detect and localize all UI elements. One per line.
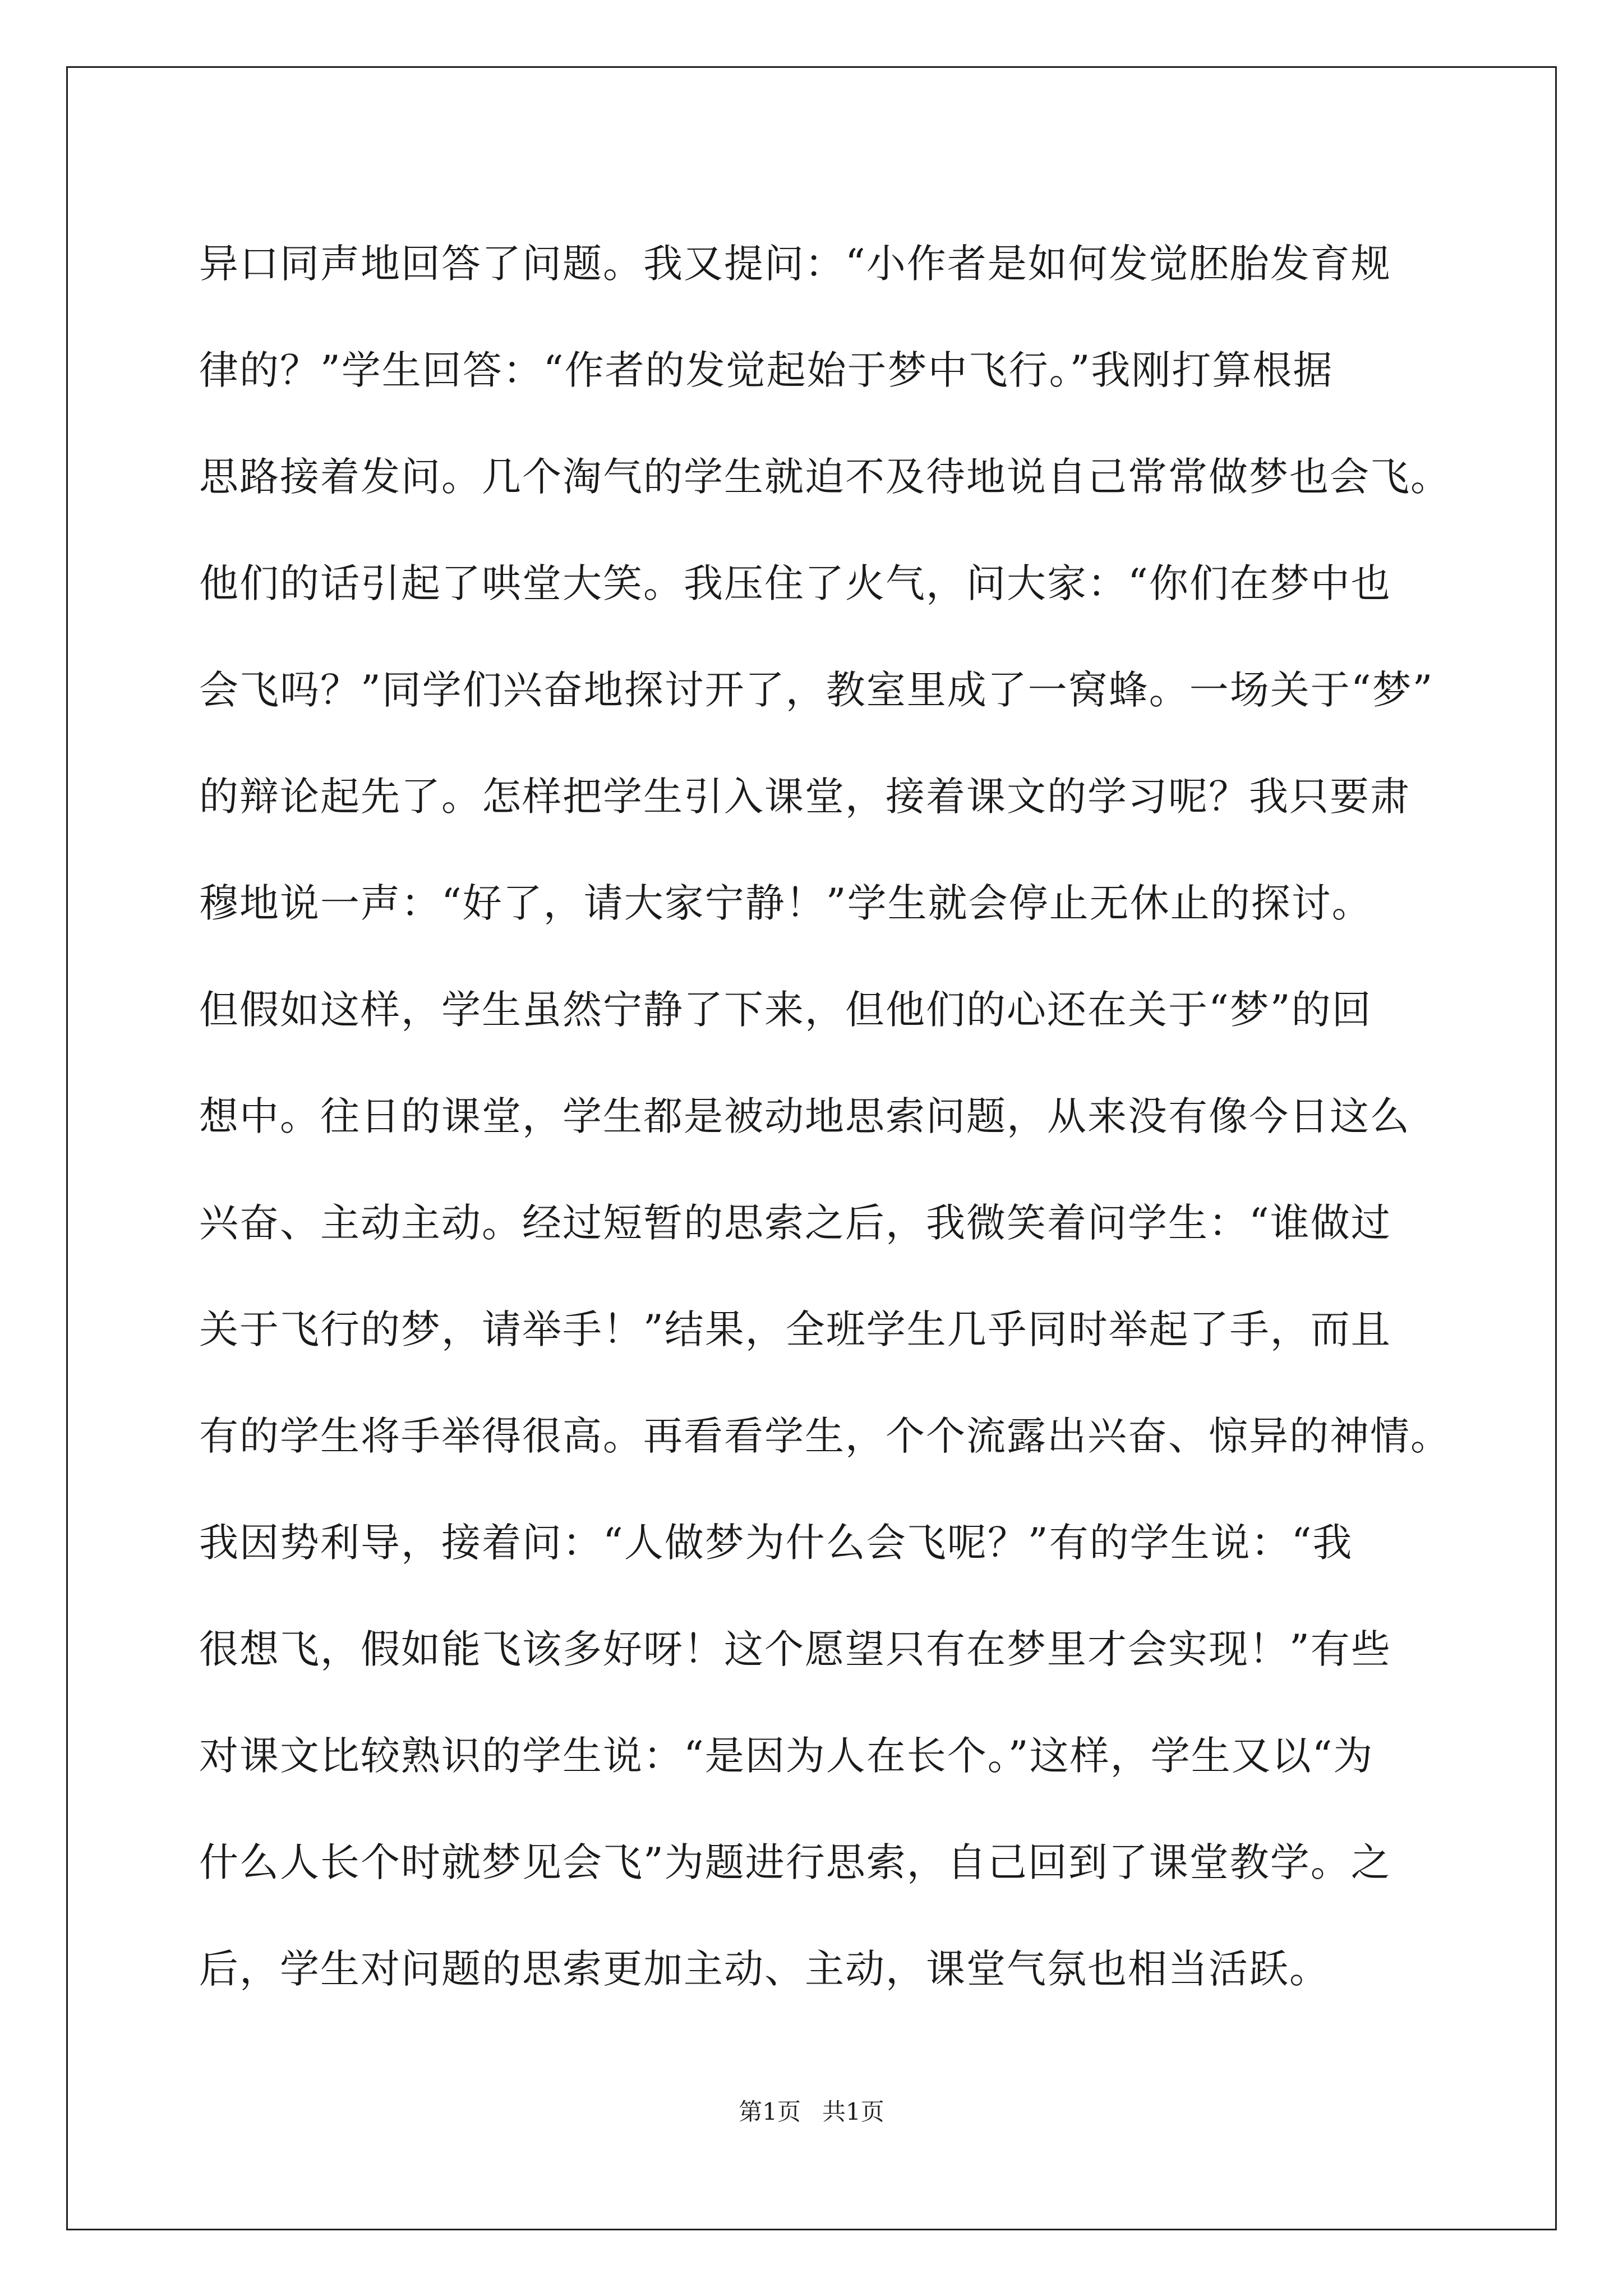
page-footer: [0, 2095, 1623, 2129]
text-line: 会飞吗？”同学们兴奋地探讨开了，教室里成了一窝蜂。一场关于“梦”: [199, 667, 1434, 713]
text-line: 我因势利导，接着问：“人做梦为什么会飞呢？”有的学生说：“我: [199, 1520, 1353, 1566]
text-line: 思路接着发问。几个淘气的学生就迫不及待地说自己常常做梦也会飞。: [199, 454, 1451, 500]
text-line: 对课文比较熟识的学生说：“是因为人在长个。”这样，学生又以“为: [199, 1733, 1374, 1779]
text-line: 关于飞行的梦，请举手！”结果，全班学生几乎同时举起了手，而且: [199, 1306, 1391, 1352]
text-line: 想中。往日的课堂，学生都是被动地思索问题，从来没有像今日这么: [199, 1093, 1410, 1139]
text-line: 后，学生对问题的思索更加主动、主动，课堂气氛也相当活跃。: [199, 1946, 1330, 1992]
text-line: 律的？”学生回答：“作者的发觉起始于梦中飞行。”我刚打算根据: [199, 347, 1334, 393]
document-body: [199, 210, 1451, 2022]
text-line: 的辩论起先了。怎样把学生引入课堂，接着课文的学习呢？我只要肃: [199, 774, 1410, 820]
text-line: 什么人长个时就梦见会飞”为题进行思索，自己回到了课堂教学。之: [199, 1839, 1391, 1885]
text-line: 很想飞，假如能飞该多好呀！这个愿望只有在梦里才会实现！”有些: [199, 1626, 1391, 1672]
text-line: 他们的话引起了哄堂大笑。我压住了火气，问大家：“你们在梦中也: [199, 560, 1391, 606]
text-line: 有的学生将手举得很高。再看看学生，个个流露出兴奋、惊异的神情。: [199, 1413, 1451, 1459]
text-line: 异口同声地回答了问题。我又提问：“小作者是如何发觉胚胎发育规: [199, 241, 1391, 287]
text-line: 兴奋、主动主动。经过短暂的思索之后，我微笑着问学生：“谁做过: [199, 1200, 1391, 1246]
page-number: 第1页: [739, 2098, 801, 2125]
text-line: 但假如这样，学生虽然宁静了下来，但他们的心还在关于“梦”的回: [199, 987, 1372, 1033]
page-total: 共1页: [822, 2098, 884, 2125]
text-line: 穆地说一声：“好了，请大家宁静！”学生就会停止无休止的探讨。: [199, 880, 1372, 926]
